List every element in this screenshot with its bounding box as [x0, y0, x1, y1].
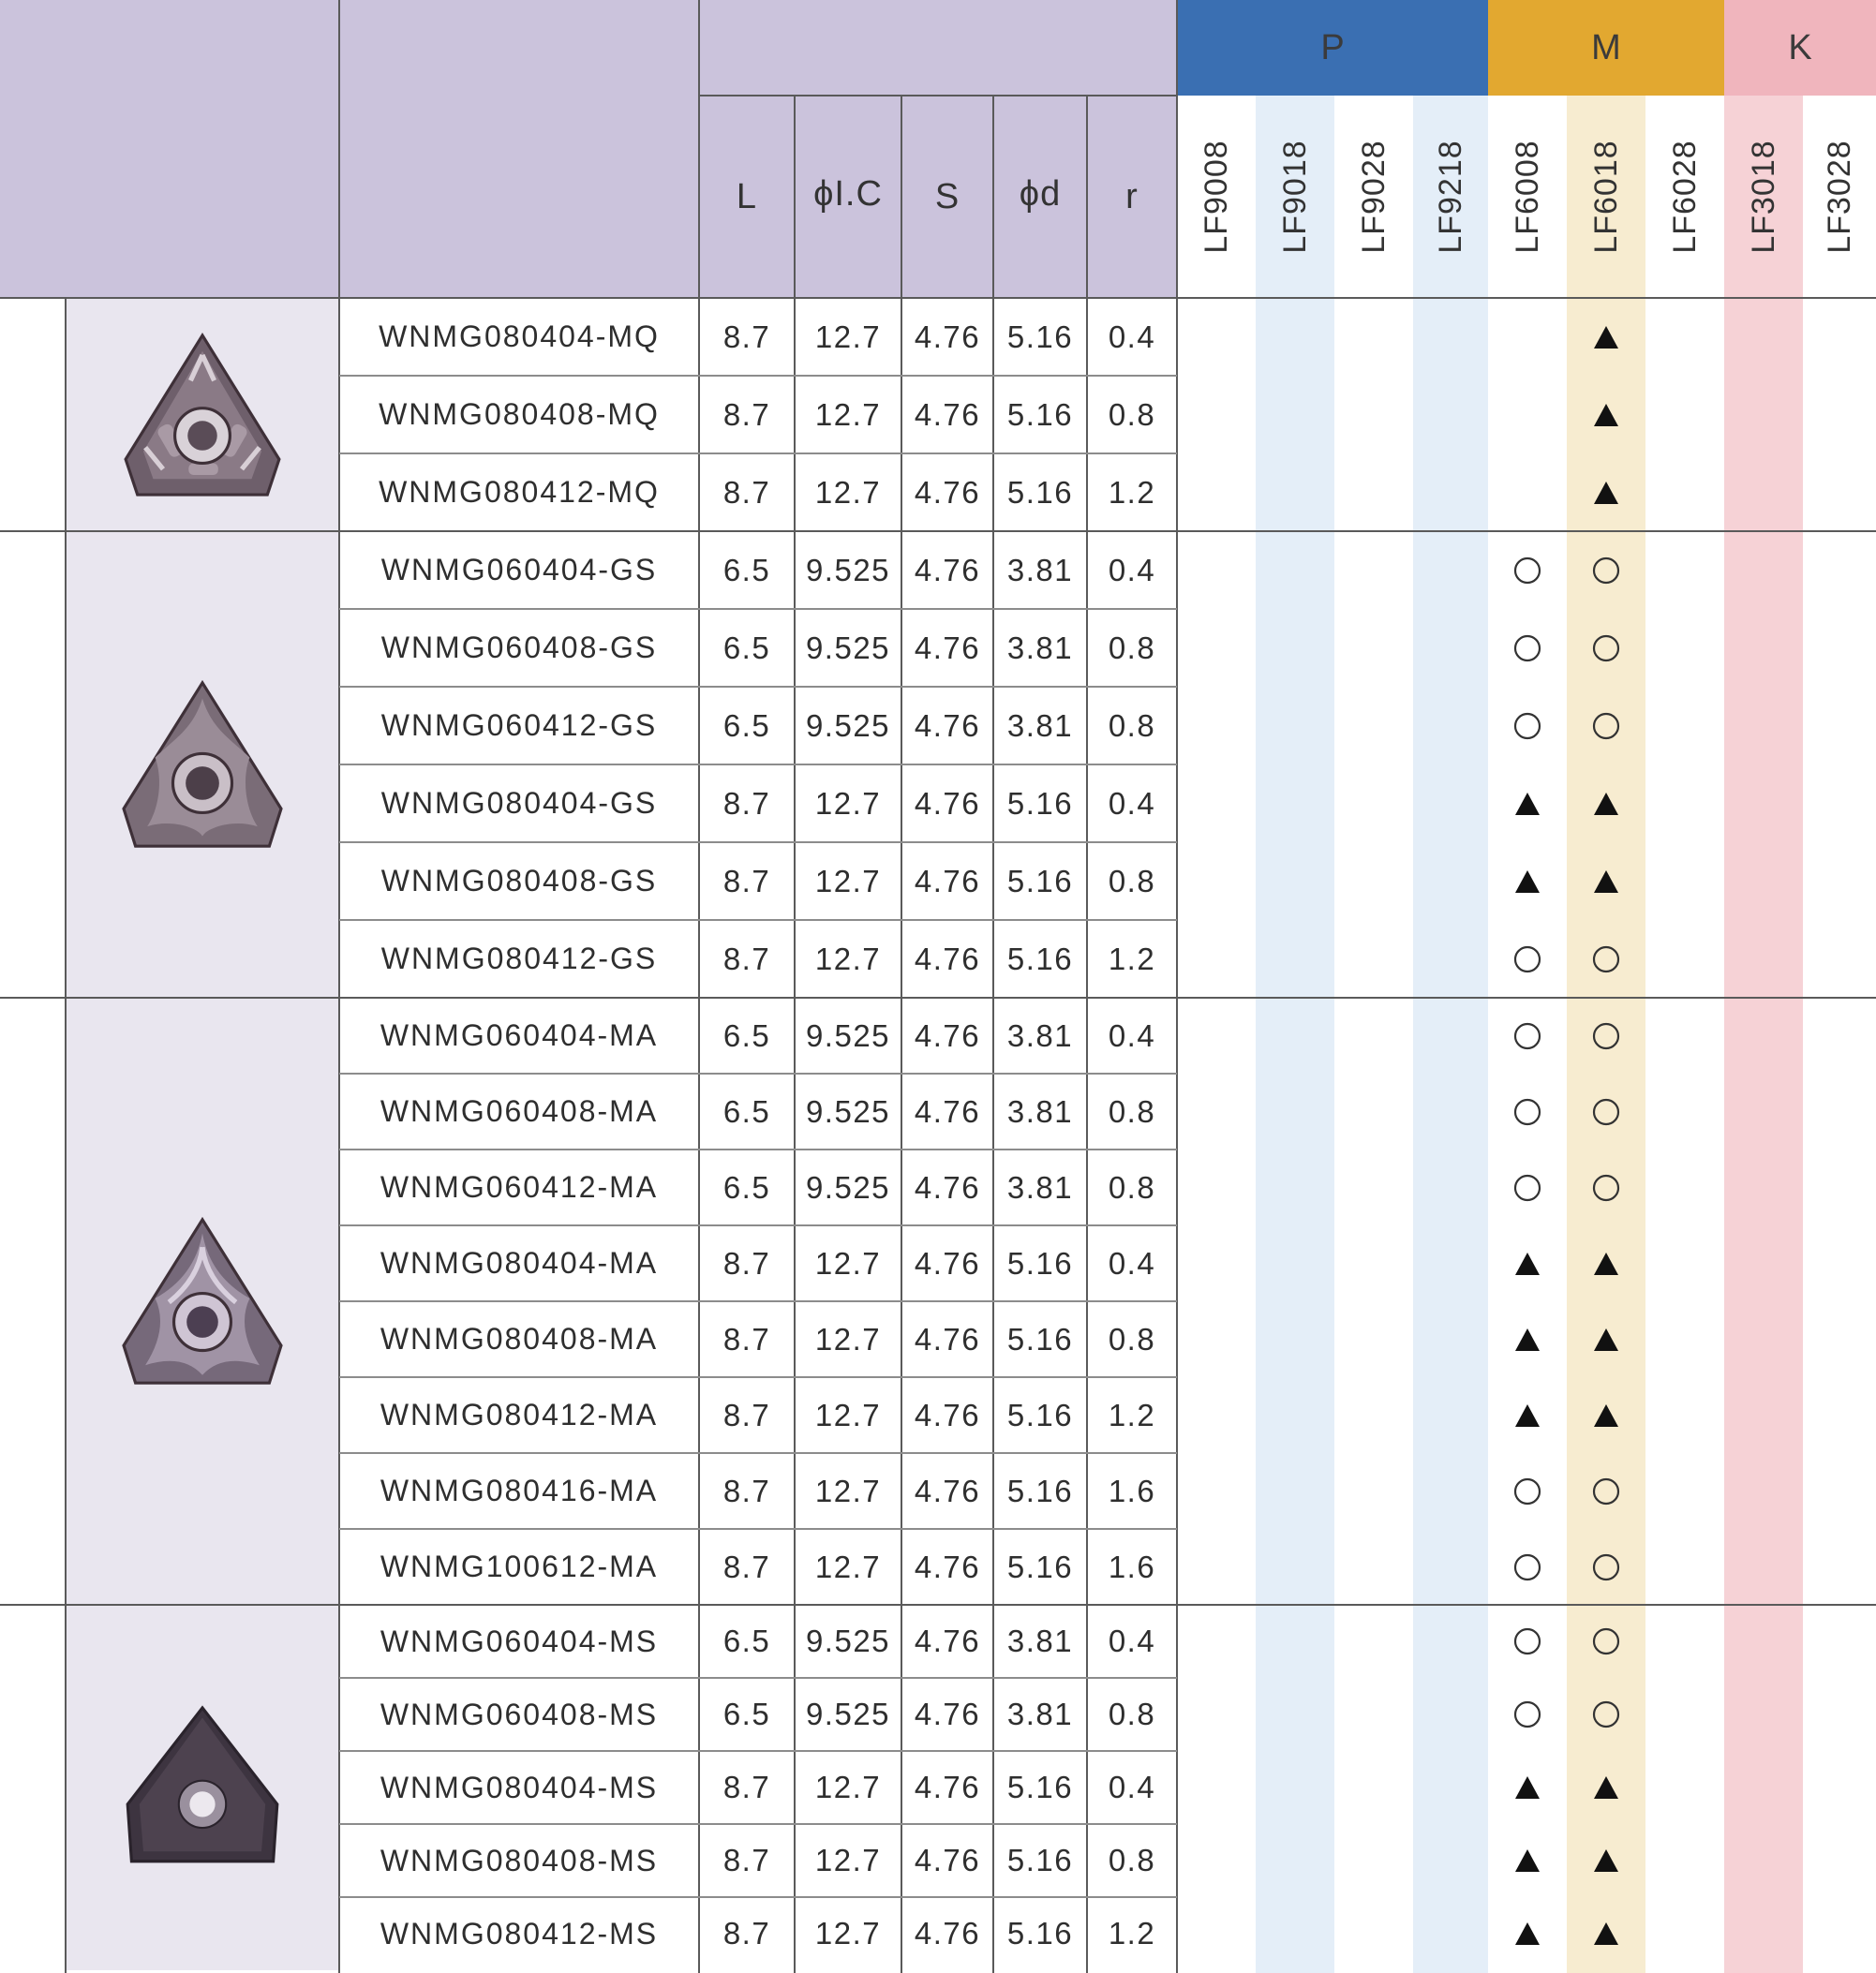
dim-value-l: 8.7 [722, 474, 771, 510]
recommended-triangle-icon [1499, 1392, 1556, 1439]
recommended-triangle-icon [1578, 1837, 1634, 1884]
product-code: WNMG060408-MA [380, 1094, 659, 1128]
dim-value-r: 0.4 [1108, 1017, 1156, 1053]
section-separator [0, 997, 1876, 999]
dim-value-s: 4.76 [914, 1916, 981, 1951]
section-gutter [0, 1605, 66, 1970]
dim-value-r: 0.8 [1108, 1843, 1156, 1877]
dim-value-l: 6.5 [722, 1169, 771, 1205]
product-code: WNMG080412-MA [380, 1398, 659, 1432]
dim-value-d: 3.81 [1006, 1697, 1074, 1731]
suitable-circle-icon [1499, 1165, 1556, 1211]
dim-value-s: 4.76 [914, 863, 981, 898]
dim-value-s: 4.76 [914, 1770, 981, 1804]
dim-value-l: 8.7 [722, 1549, 771, 1584]
dim-value-r: 0.4 [1108, 552, 1156, 587]
row-separator [339, 1073, 1177, 1075]
dim-value-s: 4.76 [914, 1245, 981, 1281]
dim-value-d: 5.16 [1006, 785, 1074, 821]
wnmg-ms-insert-icon [104, 1694, 301, 1881]
dim-value-s: 4.76 [914, 1549, 981, 1584]
dim-value-ic: 12.7 [814, 941, 882, 976]
dim-value-r: 0.8 [1108, 1169, 1156, 1205]
dim-value-ic: 12.7 [814, 1245, 882, 1281]
dim-value-r: 1.2 [1108, 474, 1156, 510]
row-separator [339, 1376, 1177, 1378]
dim-header-l: L [736, 176, 758, 216]
dim-value-d: 5.16 [1006, 474, 1074, 510]
recommended-triangle-icon [1499, 858, 1556, 905]
suitable-circle-icon [1578, 1165, 1634, 1211]
dim-value-ic: 9.525 [805, 707, 891, 743]
dim-value-d: 5.16 [1006, 1321, 1074, 1357]
dim-value-d: 5.16 [1006, 941, 1074, 976]
group-label-m: M [1591, 27, 1621, 67]
dim-value-l: 8.7 [722, 1770, 771, 1804]
row-separator [339, 1823, 1177, 1825]
wnmg-mq-insert-icon [104, 321, 301, 509]
dims-divider [794, 96, 796, 1973]
dim-value-d: 3.81 [1006, 707, 1074, 743]
product-code: WNMG080404-MS [380, 1770, 659, 1804]
dim-header-s: S [934, 176, 960, 216]
dim-value-l: 6.5 [722, 630, 771, 665]
wnmg-ma-insert-icon [104, 1208, 301, 1395]
dim-value-s: 4.76 [914, 474, 981, 510]
dim-value-d: 5.16 [1006, 1245, 1074, 1281]
dim-value-l: 8.7 [722, 1397, 771, 1432]
dims-divider [1086, 96, 1088, 1973]
product-code: WNMG060404-MS [380, 1624, 659, 1658]
grade-header-lf6028: LF6028 [1666, 140, 1703, 254]
group-band-p [1177, 0, 1488, 96]
product-code: WNMG080416-MA [380, 1474, 659, 1507]
grade-header-lf3028: LF3028 [1821, 140, 1857, 254]
row-separator [339, 686, 1177, 688]
recommended-triangle-icon [1499, 1764, 1556, 1811]
recommended-triangle-icon [1499, 780, 1556, 827]
dim-value-r: 0.8 [1108, 707, 1156, 743]
dim-value-d: 5.16 [1006, 1397, 1074, 1432]
grade-column-tint [1256, 96, 1334, 1973]
dim-value-l: 8.7 [722, 1245, 771, 1281]
product-code: WNMG080404-MA [380, 1246, 659, 1280]
dim-value-l: 8.7 [722, 785, 771, 821]
product-code: WNMG080408-MS [380, 1843, 659, 1877]
suitable-circle-icon [1499, 1468, 1556, 1515]
dim-value-ic: 12.7 [814, 1770, 882, 1804]
dim-value-ic: 12.7 [814, 396, 882, 432]
row-separator [339, 764, 1177, 765]
product-code: WNMG060408-MS [380, 1697, 659, 1731]
dim-header-r: r [1125, 176, 1139, 216]
suitable-circle-icon [1578, 936, 1634, 983]
row-separator [339, 1224, 1177, 1226]
suitable-circle-icon [1499, 1544, 1556, 1591]
recommended-triangle-icon [1578, 1316, 1634, 1363]
dim-value-l: 8.7 [722, 396, 771, 432]
row-separator [339, 1528, 1177, 1530]
dim-value-l: 8.7 [722, 941, 771, 976]
dim-value-d: 5.16 [1006, 1916, 1074, 1951]
dim-value-ic: 9.525 [805, 1624, 891, 1658]
suitable-circle-icon [1499, 1089, 1556, 1135]
product-code: WNMG080408-MQ [379, 397, 660, 431]
dim-value-s: 4.76 [914, 1843, 981, 1877]
dim-value-ic: 12.7 [814, 863, 882, 898]
grade-header-lf9018: LF9018 [1276, 140, 1313, 254]
product-code: WNMG080408-GS [380, 864, 658, 897]
dims-header-rule [699, 95, 1177, 96]
dim-value-s: 4.76 [914, 785, 981, 821]
dim-value-s: 4.76 [914, 319, 981, 354]
product-code: WNMG080412-GS [380, 942, 658, 975]
dim-value-d: 3.81 [1006, 552, 1074, 587]
row-separator [339, 1452, 1177, 1454]
grade-header-lf9008: LF9008 [1198, 140, 1234, 254]
suitable-circle-icon [1499, 1691, 1556, 1738]
dim-value-s: 4.76 [914, 1169, 981, 1205]
product-code: WNMG060404-GS [380, 553, 658, 586]
suitable-circle-icon [1578, 1618, 1634, 1665]
group-band-k [1724, 0, 1876, 96]
dim-value-r: 1.6 [1108, 1549, 1156, 1584]
dim-value-l: 8.7 [722, 863, 771, 898]
dim-value-l: 6.5 [722, 1093, 771, 1129]
suitable-circle-icon [1499, 936, 1556, 983]
dim-value-ic: 9.525 [805, 1017, 891, 1053]
dim-value-ic: 9.525 [805, 1697, 891, 1731]
dim-value-ic: 12.7 [814, 785, 882, 821]
recommended-triangle-icon [1578, 314, 1634, 361]
header-code-column [339, 0, 699, 298]
dim-value-l: 6.5 [722, 552, 771, 587]
dim-value-l: 6.5 [722, 707, 771, 743]
dim-value-ic: 9.525 [805, 552, 891, 587]
suitable-circle-icon [1578, 703, 1634, 749]
recommended-triangle-icon [1499, 1316, 1556, 1363]
row-separator [339, 841, 1177, 843]
grade-column-tint [1724, 96, 1803, 1973]
suitable-circle-icon [1578, 1089, 1634, 1135]
grade-column-tint [1413, 96, 1488, 1973]
dim-value-s: 4.76 [914, 1473, 981, 1508]
recommended-triangle-icon [1499, 1837, 1556, 1884]
dim-value-s: 4.76 [914, 1017, 981, 1053]
suitable-circle-icon [1499, 1013, 1556, 1060]
dim-value-r: 1.2 [1108, 941, 1156, 976]
row-separator [339, 375, 1177, 377]
dim-value-d: 5.16 [1006, 1549, 1074, 1584]
recommended-triangle-icon [1499, 1240, 1556, 1287]
suitable-circle-icon [1499, 1618, 1556, 1665]
dims-divider [901, 96, 902, 1973]
dim-value-r: 0.4 [1108, 1245, 1156, 1281]
dim-value-d: 5.16 [1006, 1843, 1074, 1877]
dims-divider [992, 96, 994, 1973]
dim-value-l: 8.7 [722, 1321, 771, 1357]
dim-value-d: 3.81 [1006, 1093, 1074, 1129]
dim-value-r: 0.8 [1108, 1697, 1156, 1731]
dim-value-r: 0.8 [1108, 1321, 1156, 1357]
suitable-circle-icon [1499, 625, 1556, 672]
dim-value-s: 4.76 [914, 552, 981, 587]
dim-value-d: 5.16 [1006, 1473, 1074, 1508]
grade-header-lf6008: LF6008 [1509, 140, 1545, 254]
grade-header-lf3018: LF3018 [1745, 140, 1781, 254]
dim-value-ic: 12.7 [814, 1843, 882, 1877]
product-code: WNMG080404-MQ [379, 319, 660, 353]
row-separator [339, 1750, 1177, 1752]
section-gutter [0, 998, 66, 1605]
dim-value-r: 0.8 [1108, 1093, 1156, 1129]
dim-value-ic: 9.525 [805, 1093, 891, 1129]
group-band-m [1488, 0, 1724, 96]
product-code: WNMG080408-MA [380, 1322, 659, 1356]
product-code: WNMG080404-GS [380, 786, 658, 820]
dim-value-r: 0.4 [1108, 1770, 1156, 1804]
dim-value-ic: 12.7 [814, 474, 882, 510]
suitable-circle-icon [1578, 1544, 1634, 1591]
dim-value-ic: 12.7 [814, 319, 882, 354]
dim-value-r: 0.8 [1108, 396, 1156, 432]
dim-value-ic: 12.7 [814, 1473, 882, 1508]
dim-value-s: 4.76 [914, 707, 981, 743]
dim-value-l: 6.5 [722, 1017, 771, 1053]
dim-value-l: 8.7 [722, 319, 771, 354]
dim-value-d: 3.81 [1006, 630, 1074, 665]
suitable-circle-icon [1499, 547, 1556, 594]
dim-value-s: 4.76 [914, 1397, 981, 1432]
dim-value-ic: 9.525 [805, 1169, 891, 1205]
recommended-triangle-icon [1578, 1910, 1634, 1957]
recommended-triangle-icon [1578, 858, 1634, 905]
section-separator [0, 530, 1876, 532]
dim-header-ic: ϕI.C [813, 174, 883, 214]
row-separator [339, 1677, 1177, 1679]
recommended-triangle-icon [1578, 469, 1634, 516]
image-gutter-divider [65, 298, 67, 1973]
header-bottom-rule [0, 297, 1876, 299]
group-label-k: K [1788, 27, 1812, 67]
dim-value-l: 6.5 [722, 1697, 771, 1731]
product-code: WNMG060412-GS [380, 708, 658, 742]
product-code: WNMG080412-MQ [379, 475, 660, 509]
dim-value-s: 4.76 [914, 1624, 981, 1658]
product-code: WNMG060408-GS [380, 630, 658, 664]
recommended-triangle-icon [1578, 1392, 1634, 1439]
dim-value-ic: 12.7 [814, 1916, 882, 1951]
suitable-circle-icon [1578, 1691, 1634, 1738]
dim-value-r: 1.6 [1108, 1473, 1156, 1508]
dim-value-l: 8.7 [722, 1473, 771, 1508]
recommended-triangle-icon [1578, 1764, 1634, 1811]
header-image-column [0, 0, 339, 298]
dim-value-s: 4.76 [914, 1697, 981, 1731]
suitable-circle-icon [1578, 625, 1634, 672]
suitable-circle-icon [1499, 703, 1556, 749]
dim-value-r: 0.8 [1108, 863, 1156, 898]
dim-value-r: 1.2 [1108, 1916, 1156, 1951]
row-separator [339, 1896, 1177, 1898]
dim-value-l: 8.7 [722, 1916, 771, 1951]
dim-value-r: 0.4 [1108, 785, 1156, 821]
dim-value-d: 5.16 [1006, 319, 1074, 354]
section-gutter [0, 531, 66, 998]
product-code: WNMG100612-MA [380, 1550, 659, 1583]
dim-value-r: 0.8 [1108, 630, 1156, 665]
dim-value-r: 0.4 [1108, 319, 1156, 354]
suitable-circle-icon [1578, 1013, 1634, 1060]
dim-value-r: 0.4 [1108, 1624, 1156, 1658]
recommended-triangle-icon [1578, 780, 1634, 827]
dim-value-d: 5.16 [1006, 1770, 1074, 1804]
dim-value-ic: 12.7 [814, 1397, 882, 1432]
dim-value-d: 5.16 [1006, 396, 1074, 432]
dim-value-l: 6.5 [722, 1624, 771, 1658]
dim-value-s: 4.76 [914, 941, 981, 976]
group-label-p: P [1320, 27, 1345, 67]
grade-header-lf6018: LF6018 [1587, 140, 1624, 254]
dim-value-l: 8.7 [722, 1843, 771, 1877]
dim-value-r: 1.2 [1108, 1397, 1156, 1432]
grade-header-lf9218: LF9218 [1432, 140, 1468, 254]
dim-value-d: 3.81 [1006, 1624, 1074, 1658]
dim-value-s: 4.76 [914, 1093, 981, 1129]
dim-value-s: 4.76 [914, 396, 981, 432]
row-separator [339, 1300, 1177, 1302]
suitable-circle-icon [1578, 1468, 1634, 1515]
section-separator [0, 1604, 1876, 1606]
dim-header-d: ϕd [1019, 174, 1062, 214]
section-gutter [0, 298, 66, 531]
dim-value-d: 3.81 [1006, 1169, 1074, 1205]
dim-value-ic: 12.7 [814, 1549, 882, 1584]
dim-value-d: 5.16 [1006, 863, 1074, 898]
row-separator [339, 452, 1177, 454]
recommended-triangle-icon [1578, 1240, 1634, 1287]
grade-header-lf9028: LF9028 [1355, 140, 1392, 254]
recommended-triangle-icon [1578, 392, 1634, 438]
product-code: WNMG060412-MA [380, 1170, 659, 1204]
product-code: WNMG060404-MA [380, 1018, 659, 1052]
row-separator [339, 919, 1177, 921]
suitable-circle-icon [1578, 547, 1634, 594]
recommended-triangle-icon [1499, 1910, 1556, 1957]
product-code: WNMG080412-MS [380, 1916, 659, 1951]
dim-value-s: 4.76 [914, 630, 981, 665]
wnmg-gs-insert-icon [104, 671, 301, 858]
dim-value-d: 3.81 [1006, 1017, 1074, 1053]
dim-value-ic: 9.525 [805, 630, 891, 665]
row-separator [339, 608, 1177, 610]
row-separator [339, 1149, 1177, 1150]
dim-value-s: 4.76 [914, 1321, 981, 1357]
dim-value-ic: 12.7 [814, 1321, 882, 1357]
